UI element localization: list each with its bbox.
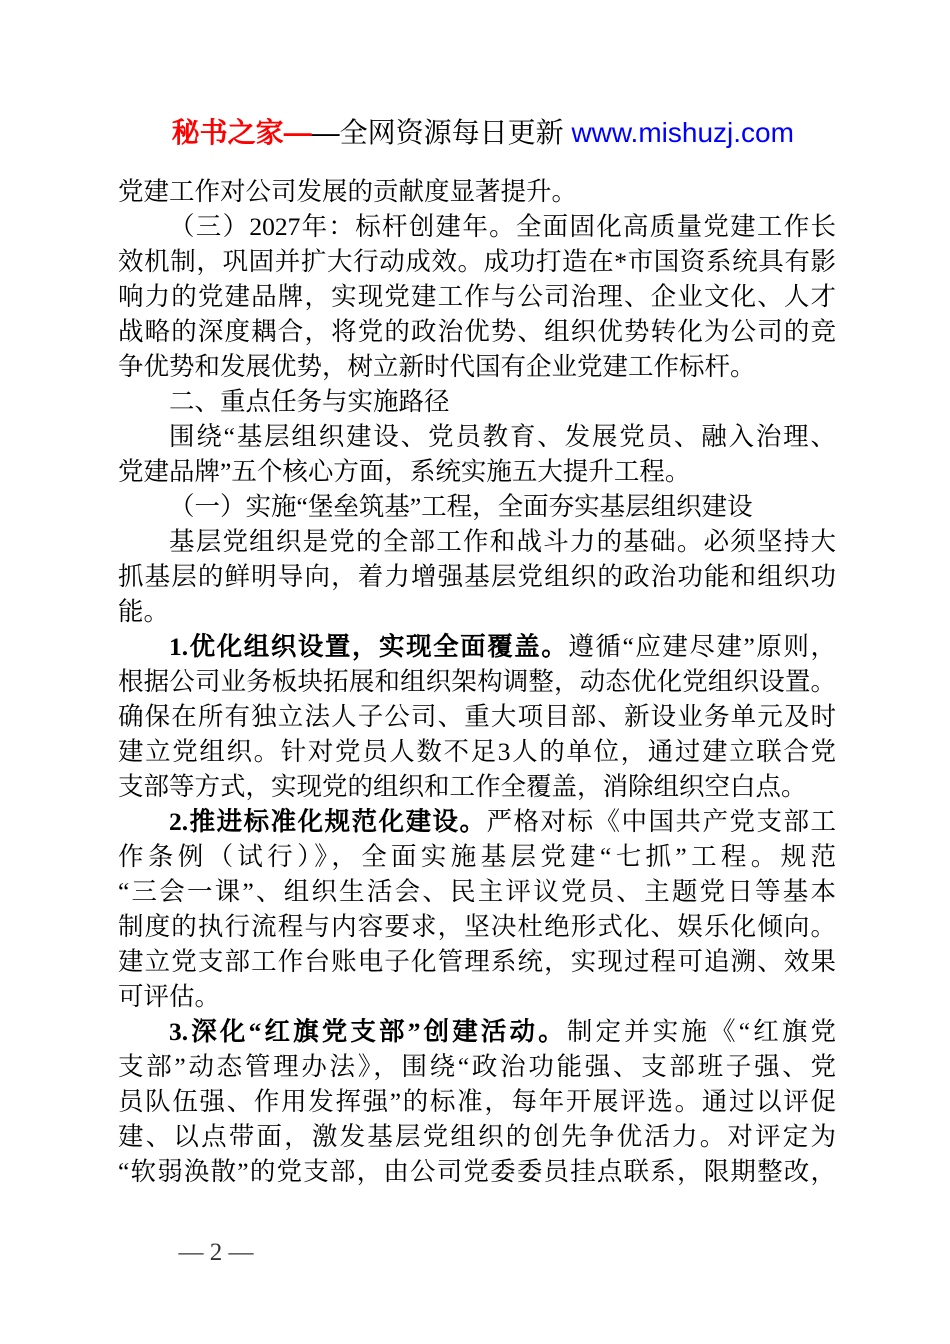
text-line	[118, 489, 836, 524]
body-text: 建立党支部工作台账电子化管理系统，实现过程可追溯、效果	[118, 947, 836, 976]
text-line	[118, 314, 836, 349]
text-line	[118, 839, 836, 874]
paragraph	[118, 524, 836, 629]
site-url-link[interactable]: www.mishuzj.com	[571, 117, 794, 148]
text-line	[118, 384, 836, 419]
body-text: 二、重点任务与实施路径	[169, 387, 450, 416]
text-line	[118, 909, 836, 944]
bold-lead-text: 2.推进标准化规范化建设。	[169, 807, 487, 836]
body-text: “三会一课”、组织生活会、民主评议党员、主题党日等基本	[118, 877, 836, 906]
body-text: 制度的执行流程与内容要求，坚决杜绝形式化、娱乐化倾向。	[118, 912, 836, 941]
paragraph	[118, 384, 836, 419]
text-line	[118, 874, 836, 909]
paragraph	[118, 489, 836, 524]
bold-lead-text: 3.深化“红旗党支部”创建活动。	[169, 1017, 567, 1046]
text-line	[118, 804, 836, 839]
body-text: 基层党组织是党的全部工作和战斗力的基础。必须坚持大	[169, 527, 836, 556]
body-text: 建、以点带面，激发基层党组织的创先争优活力。对评定为	[118, 1122, 836, 1151]
body-text: 严格对标《中国共产党支部工	[486, 807, 836, 836]
text-line	[118, 349, 836, 384]
text-line	[118, 1014, 836, 1049]
body-text: 党建品牌”五个核心方面，系统实施五大提升工程。	[118, 457, 691, 486]
text-line	[118, 419, 836, 454]
text-line	[118, 734, 836, 769]
text-line	[118, 244, 836, 279]
paragraph	[118, 419, 836, 489]
body-text: 围绕“基层组织建设、党员教育、发展党员、融入治理、	[169, 422, 836, 451]
document-body	[118, 174, 836, 1189]
paragraph	[118, 804, 836, 1014]
site-brand: 秘书之家—	[171, 117, 312, 148]
body-text: （一）实施“堡垒筑基”工程，全面夯实基层组织建设	[169, 492, 753, 521]
body-text: 抓基层的鲜明导向，着力增强基层党组织的政治功能和组织功	[118, 562, 836, 591]
body-text: 确保在所有独立法人子公司、重大项目部、新设业务单元及时	[118, 702, 836, 731]
page-number: — 2 —	[178, 1239, 254, 1266]
body-text: 建立党组织。针对党员人数不足3人的单位，通过建立联合党	[118, 737, 836, 766]
text-line	[118, 594, 836, 629]
text-line	[118, 279, 836, 314]
body-text: “软弱涣散”的党支部，由公司党委委员挂点联系，限期整改，	[118, 1157, 836, 1186]
text-line	[118, 629, 836, 664]
text-line	[118, 1049, 836, 1084]
paragraph	[118, 209, 836, 384]
body-text: 支部等方式，实现党的组织和工作全覆盖，消除组织空白点。	[118, 772, 807, 801]
body-text: 响力的党建品牌，实现党建工作与公司治理、企业文化、人才	[118, 282, 836, 311]
body-text: 党建工作对公司发展的贡献度显著提升。	[118, 177, 578, 206]
body-text: 制定并实施《“红旗党	[566, 1017, 836, 1046]
text-line	[118, 1084, 836, 1119]
paragraph	[118, 1014, 836, 1189]
text-line	[118, 1154, 836, 1189]
paragraph	[118, 174, 836, 209]
body-text: 遵循“应建尽建”原则，	[568, 632, 836, 661]
text-line	[118, 174, 836, 209]
body-text: 效机制，巩固并扩大行动成效。成功打造在*市国资系统具有影	[118, 247, 836, 276]
text-line	[118, 769, 836, 804]
page-header	[0, 82, 950, 150]
body-text: 可评估。	[118, 982, 221, 1011]
body-text: 根据公司业务板块拓展和组织架构调整，动态优化党组织设置。	[118, 667, 836, 696]
bold-lead-text: 1.优化组织设置，实现全面覆盖。	[169, 632, 569, 661]
text-line	[118, 209, 836, 244]
body-text: （三）2027年：标杆创建年。全面固化高质量党建工作长	[169, 212, 836, 241]
site-tagline: —全网资源每日更新	[311, 117, 572, 148]
text-line	[118, 454, 836, 489]
text-line	[118, 664, 836, 699]
text-line	[118, 699, 836, 734]
text-line	[118, 524, 836, 559]
text-line	[118, 559, 836, 594]
body-text: 员队伍强、作用发挥强”的标准，每年开展评选。通过以评促	[118, 1087, 836, 1116]
body-text: 作条例（试行）》，全面实施基层党建“七抓”工程。规范	[118, 842, 836, 871]
paragraph	[118, 629, 836, 804]
text-line	[118, 1119, 836, 1154]
body-text: 战略的深度耦合，将党的政治优势、组织优势转化为公司的竞	[118, 317, 836, 346]
body-text: 争优势和发展优势，树立新时代国有企业党建工作标杆。	[118, 352, 756, 381]
body-text: 能。	[118, 597, 170, 626]
text-line	[118, 944, 836, 979]
text-line	[118, 979, 836, 1014]
body-text: 支部”动态管理办法》，围绕“政治功能强、支部班子强、党	[118, 1052, 836, 1081]
